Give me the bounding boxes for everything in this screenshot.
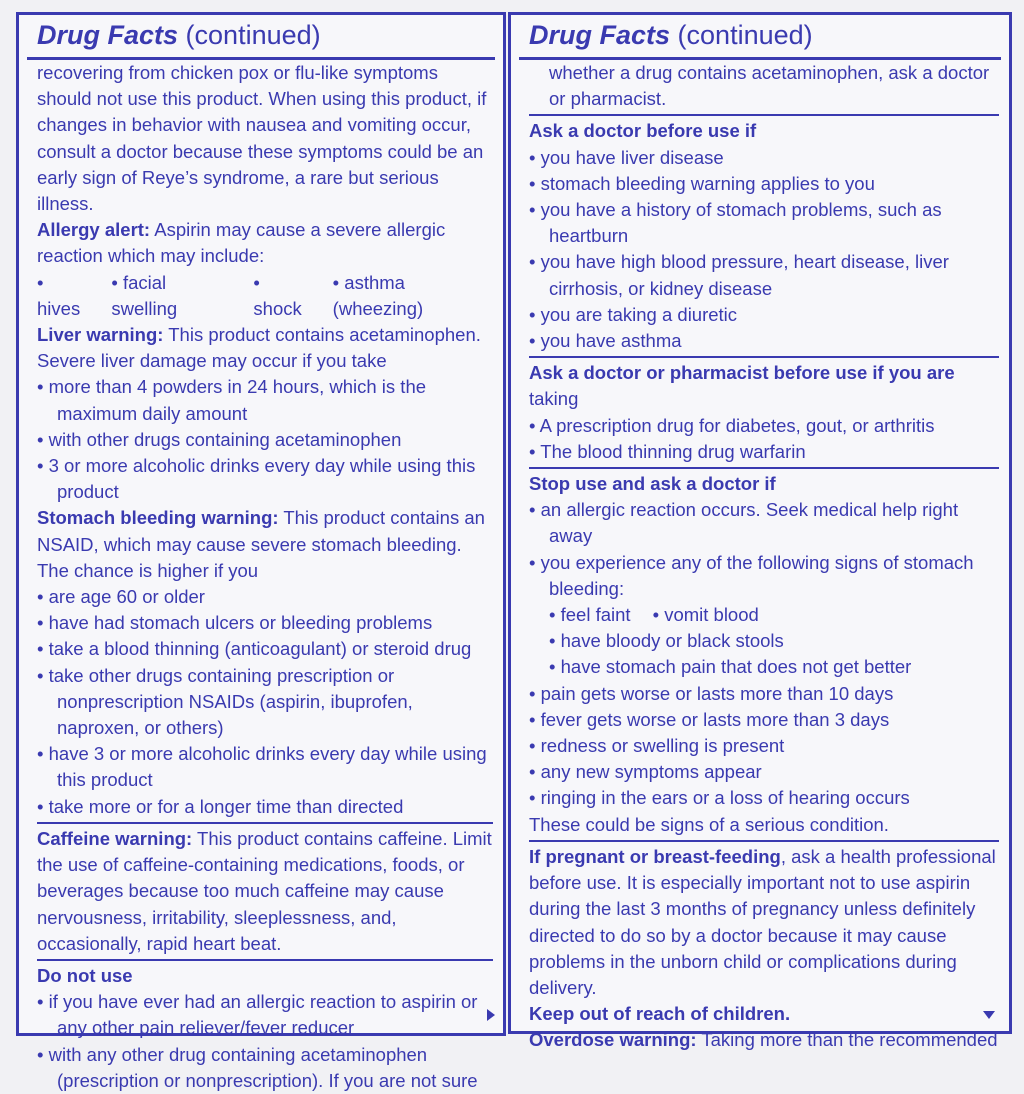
list-item: • take a blood thinning (anticoagulant) or steroid drug <box>37 636 493 662</box>
stop-use-closing: These could be signs of a serious condition. <box>529 813 889 835</box>
overdose-text: Taking more than the recommended <box>696 1029 998 1051</box>
right-header-subtitle: (continued) <box>677 20 813 50</box>
continue-arrow-icon <box>487 1009 495 1021</box>
list-item: • are age 60 or older <box>37 584 493 610</box>
list-item: • shock <box>253 270 310 322</box>
stop-use-sub-row <box>529 602 999 628</box>
list-item: • you experience any of the following signs of stomach bleeding: <box>529 550 999 602</box>
ask-pharmacist-trail: taking <box>529 388 579 410</box>
list-item: • you have asthma <box>529 328 999 354</box>
list-item: • redness or swelling is present <box>529 733 999 759</box>
allergy-alert-label: Allergy alert: <box>37 219 151 241</box>
allergy-items <box>37 270 493 322</box>
right-panel <box>508 12 1012 1051</box>
overdose-warning <box>529 1027 999 1053</box>
list-item: • facial swelling <box>111 270 231 322</box>
liver-warning <box>37 322 493 374</box>
caffeine-warning <box>37 826 493 957</box>
pregnant-text: , ask a health professional before use. It is especially important not to use aspirin during the last 3 months of pregnancy unless definitely directed to do so by a doctor because it may cause problems in the unborn child or complications during delivery. <box>529 845 996 998</box>
list-item: • with other drugs containing acetaminophen <box>37 427 493 453</box>
left-header <box>27 15 495 60</box>
left-header-title: Drug Facts <box>37 20 179 50</box>
pregnant-warning <box>529 844 999 1001</box>
divider <box>529 840 999 842</box>
right-header-title: Drug Facts <box>529 20 671 50</box>
ask-doctor-label: Ask a doctor before use if <box>529 120 757 142</box>
list-item: • vomit blood <box>653 602 759 628</box>
stomach-warning <box>37 505 493 584</box>
list-item: • have bloody or black stools <box>529 628 999 654</box>
overdose-label: Overdose warning: <box>529 1029 697 1051</box>
do-not-use-label: Do not use <box>37 964 133 986</box>
list-item: • have 3 or more alcoholic drinks every day while using this product <box>37 741 493 793</box>
keep-out-label: Keep out of reach of children. <box>529 1003 791 1025</box>
left-panel <box>16 12 506 1091</box>
right-body <box>511 60 1009 1054</box>
liver-warning-text: This product contains acetaminophen. Severe liver damage may occur if you take <box>37 324 481 372</box>
list-item: • pain gets worse or lasts more than 10 days <box>529 681 999 707</box>
list-item: • The blood thinning drug warfarin <box>529 439 999 465</box>
caffeine-warning-text: This product contains caffeine. Limit the use of caffeine-containing medications, foods, or beverages because too much caffeine may cause nervousness, irritability, sleeplessness, and, occasionally, rapid heart beat. <box>37 827 492 954</box>
list-item: • take more or for a longer time than directed <box>37 794 493 820</box>
list-item: • any new symptoms appear <box>529 759 999 785</box>
list-item: • 3 or more alcoholic drinks every day while using this product <box>37 453 493 505</box>
stomach-warning-label: Stomach bleeding warning: <box>37 507 279 529</box>
list-item: • asthma (wheezing) <box>333 270 493 322</box>
list-item: • feel faint <box>549 602 631 628</box>
list-item: • have had stomach ulcers or bleeding problems <box>37 610 493 636</box>
divider <box>529 356 999 358</box>
list-item: • if you have ever had an allergic reaction to aspirin or any other pain reliever/fever reducer <box>37 989 493 1041</box>
list-item: • you have liver disease <box>529 145 999 171</box>
ask-pharmacist <box>529 360 999 412</box>
list-item: • stomach bleeding warning applies to you <box>529 171 999 197</box>
left-intro: recovering from chicken pox or flu-like symptoms should not use this product. When using this product, if changes in behavior with nausea and vomiting occur, consult a doctor because these symptoms could be an early sign of Reye’s syndrome, a rare but serious illness. <box>37 62 487 215</box>
list-item: • fever gets worse or lasts more than 3 days <box>529 707 999 733</box>
liver-warning-label: Liver warning: <box>37 324 164 346</box>
divider <box>529 114 999 116</box>
pregnant-label: If pregnant or breast-feeding <box>529 845 781 867</box>
divider <box>37 959 493 961</box>
right-header <box>519 15 1001 60</box>
divider <box>529 467 999 469</box>
list-item: • A prescription drug for diabetes, gout, or arthritis <box>529 413 999 439</box>
right-intro: whether a drug contains acetaminophen, ask a doctor or pharmacist. <box>549 62 990 110</box>
caffeine-warning-label: Caffeine warning: <box>37 827 193 849</box>
left-body <box>19 60 503 1094</box>
divider <box>37 822 493 824</box>
stomach-warning-text: This product contains an NSAID, which may cause severe stomach bleeding. The chance is higher if you <box>37 507 485 581</box>
list-item: • ringing in the ears or a loss of hearing occurs <box>529 785 999 811</box>
allergy-alert-text: Aspirin may cause a severe allergic reaction which may include: <box>37 219 446 267</box>
list-item: • hives <box>37 270 89 322</box>
list-item: • with any other drug containing acetaminophen (prescription or nonprescription). If you are not sure <box>37 1042 493 1094</box>
list-item: • take other drugs containing prescription or nonprescription NSAIDs (aspirin, ibuprofen, naproxen, or others) <box>37 663 493 742</box>
list-item: • more than 4 powders in 24 hours, which is the maximum daily amount <box>37 374 493 426</box>
list-item: • you are taking a diuretic <box>529 302 999 328</box>
left-header-subtitle: (continued) <box>185 20 321 50</box>
list-item: • you have high blood pressure, heart disease, liver cirrhosis, or kidney disease <box>529 249 999 301</box>
ask-pharmacist-label: Ask a doctor or pharmacist before use if you are <box>529 362 955 384</box>
continue-down-arrow-icon <box>983 1011 995 1019</box>
list-item: • you have a history of stomach problems, such as heartburn <box>529 197 999 249</box>
allergy-alert <box>37 217 493 269</box>
list-item: • have stomach pain that does not get better <box>529 654 999 680</box>
list-item: • an allergic reaction occurs. Seek medical help right away <box>529 497 999 549</box>
stop-use-label: Stop use and ask a doctor if <box>529 473 776 495</box>
